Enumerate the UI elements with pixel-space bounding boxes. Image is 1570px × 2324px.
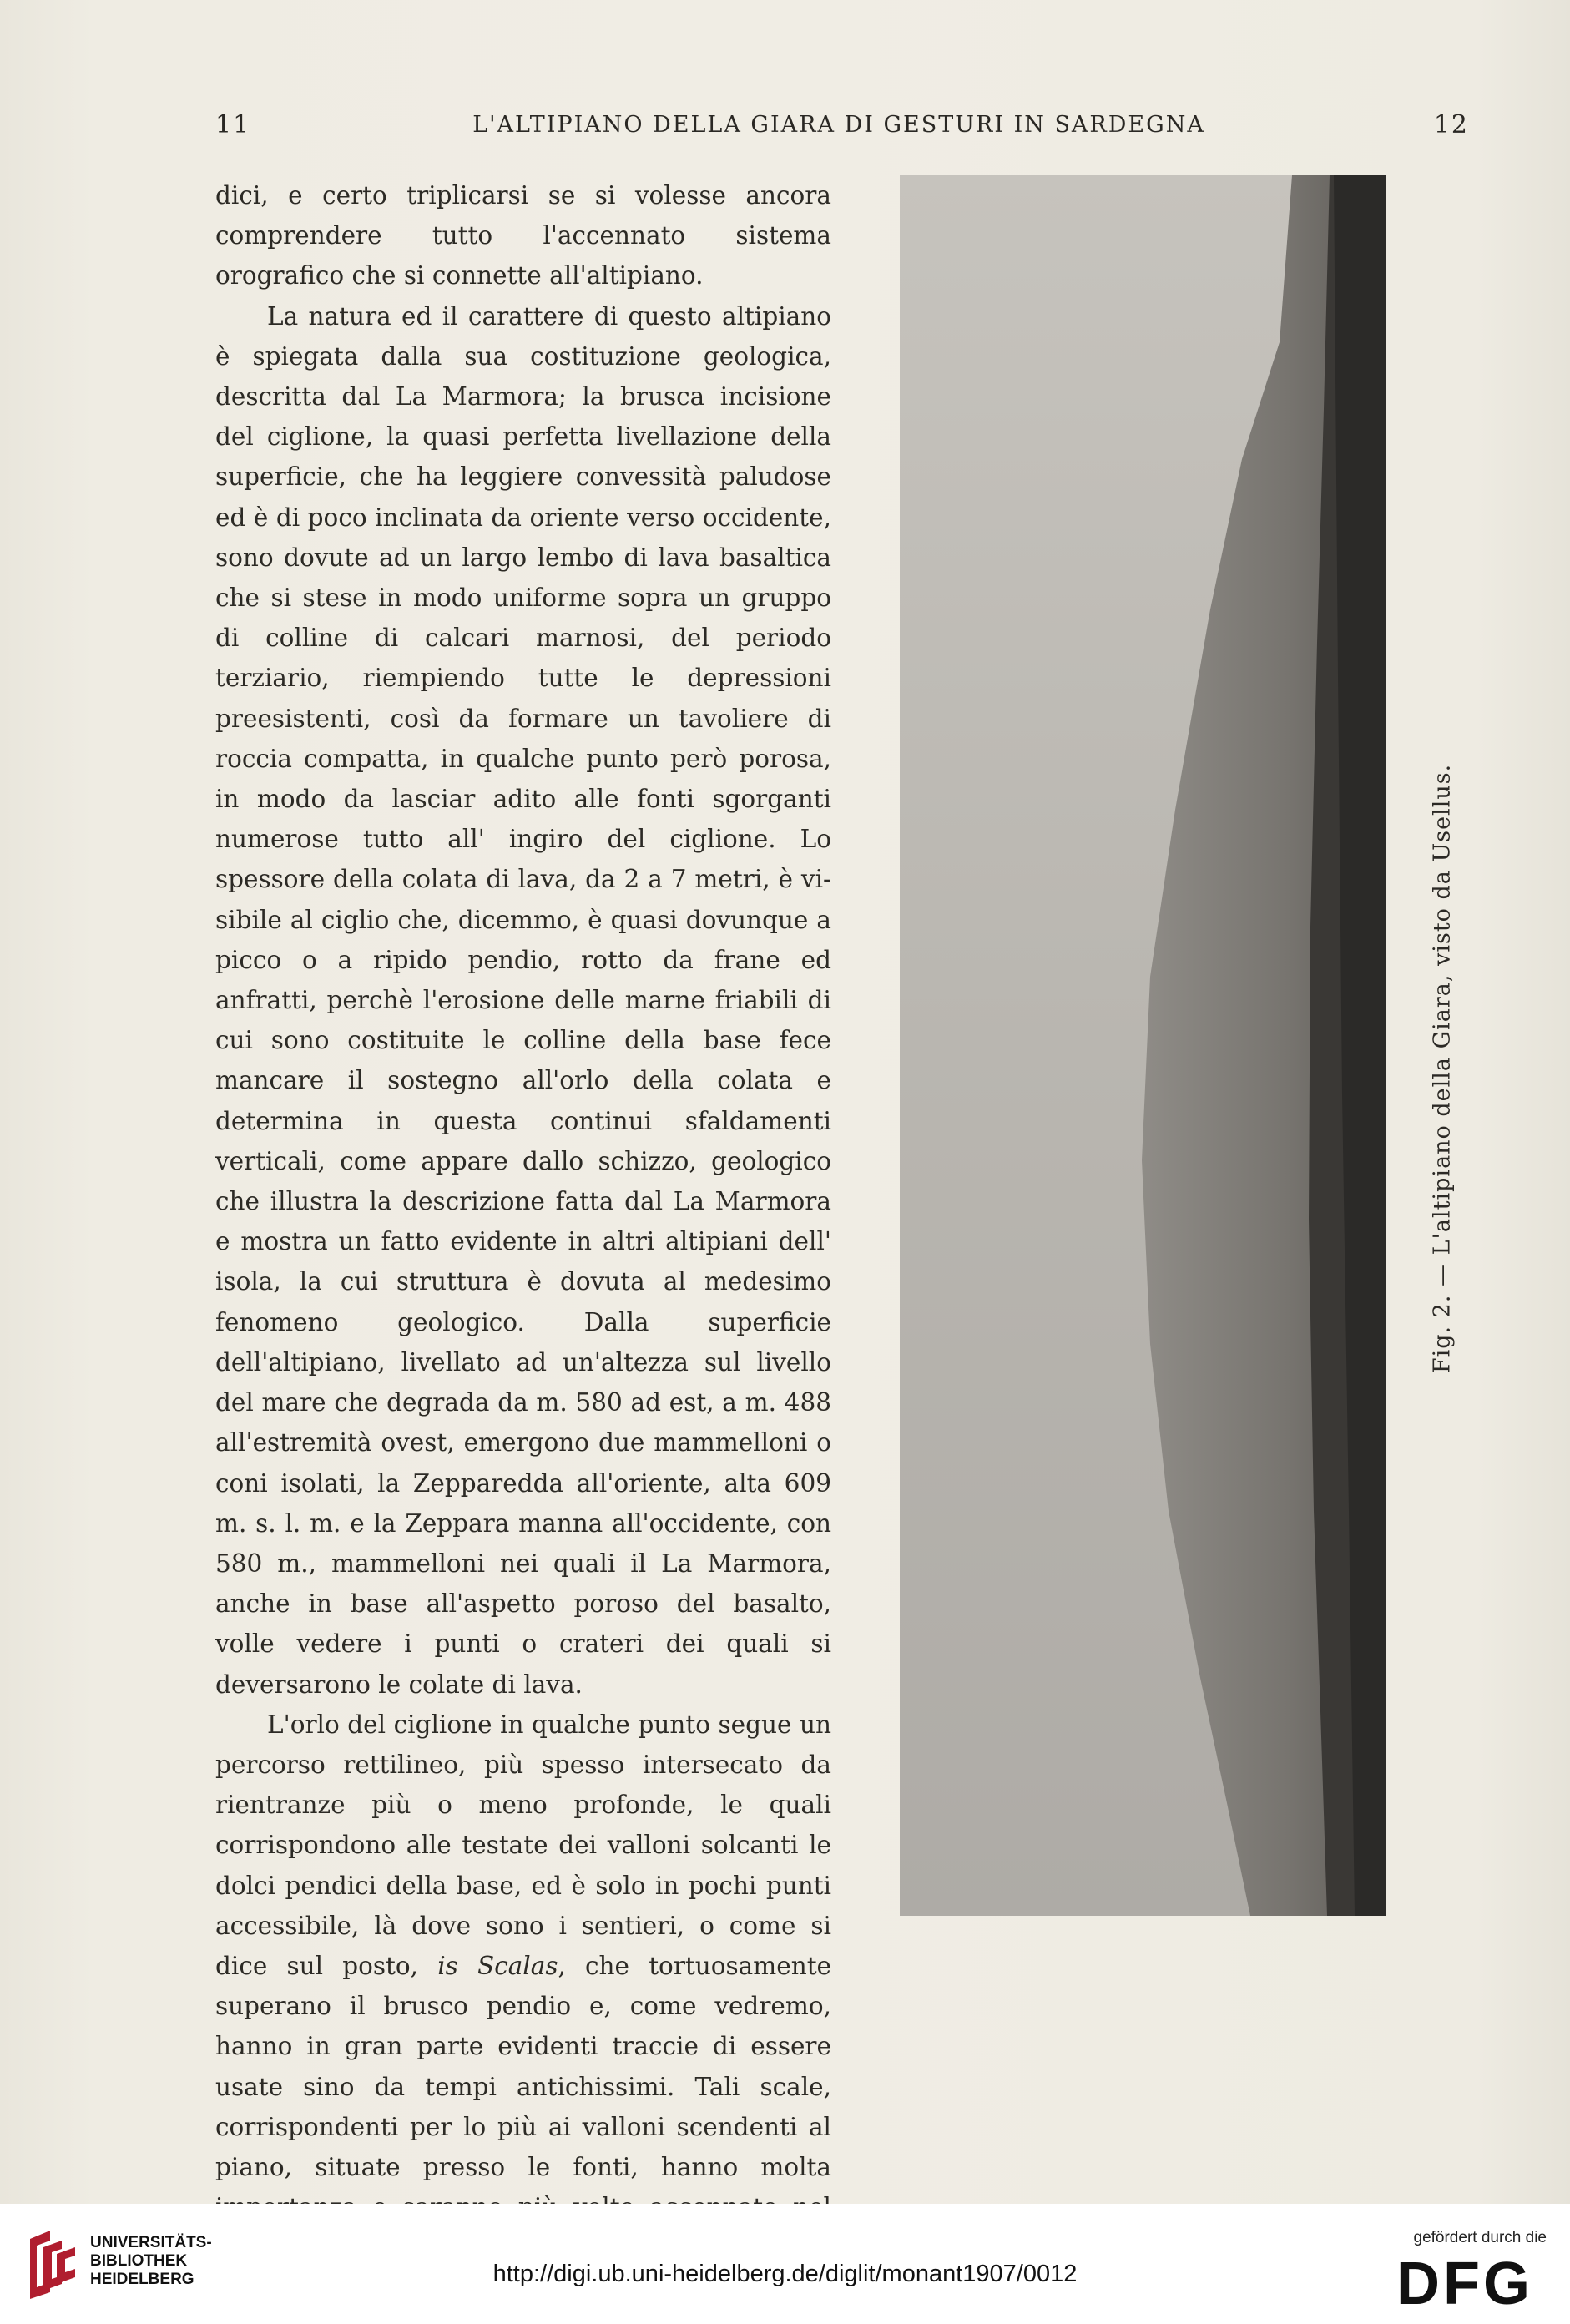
running-head: [209, 110, 1469, 149]
figure-caption-text: Fig. 2. — L'altipiano della Giara, visto da Usellus.: [1429, 763, 1456, 1374]
paragraph-3-text-b: , che tortuosamente superano il brusco pendio e, come vedremo, hanno in gran parte evidenti traccie di essere usate sino da tempi antichissimi. Tali scale, corrispondenti per lo più ai valloni scendenti al piano, situate presso le fonti, hanno molta: [215, 1951, 832, 2181]
running-title: L'ALTIPIANO DELLA GIARA DI GESTURI IN SARDEGNA: [472, 112, 1205, 138]
figure-photograph: [900, 175, 1386, 1916]
library-name-line-3: HEIDELBERG: [90, 2271, 194, 2288]
paragraph-3-italic-term: is Scalas: [437, 1951, 558, 1980]
paragraph-3-text-a: L'orlo del ciglione in qualche punto segue un percorso rettilineo, più spesso intersecato da rientranze più o meno profonde, le quali corrispondono alle testate dei valloni solcanti le dolci pendici della base, ed è solo in pochi punti accessibile, là dove sono i sentieri, o come si dice sul posto,: [215, 1710, 831, 1980]
footer-bar: [0, 2204, 1570, 2324]
dfg-logo-icon: [1396, 2252, 1547, 2311]
landscape-photo-illustration: [900, 175, 1386, 1916]
figure-caption: [1417, 763, 1467, 1374]
page-number-right: 12: [1433, 110, 1469, 139]
paragraph-3: [215, 1705, 831, 2268]
body-text: [215, 175, 831, 2268]
permalink-url[interactable]: http://digi.ub.uni-heidelberg.de/diglit/monant1907/0012: [492, 2261, 1078, 2287]
library-name-line-1: UNIVERSITÄTS-: [90, 2234, 212, 2251]
page-number-left: 11: [215, 110, 251, 139]
dfg-logo-text: DFG: [1396, 2252, 1533, 2311]
paragraph-1: dici, e certo triplicarsi se si volesse ancora comprendere tutto l'accennato sistema orografico che si connette all'altipiano.: [215, 181, 831, 290]
library-name-line-2: BIBLIOTHEK: [90, 2252, 188, 2270]
funding-note: gefördert durch die: [1413, 2229, 1547, 2246]
paragraph-2: La natura ed il carattere di questo altipiano è spiegata dalla sua costituzione geologica, descritta dal La Marmora; la brusca incisione del ciglione, la quasi perfetta livellazione della superficie, che ha leggiere convessità paludose ed è di poco inclinata da oriente verso occidente, sono dovute ad un largo lembo di lava basaltica che si stese in modo uniforme sopra un gruppo di colline di calcari marnosi, del periodo terziario, riempiendo tutte le depressioni preesistenti, così da formare un tavoliere di roccia compatta, in qualche punto però porosa, in modo da lasciar adito alle fonti sgorganti numerose tutto all' ingiro del ciglione. Lo spessore della colata di lava, da 2 a 7 metri, è visibile al ciglio che, dicemmo, è quasi dovunque a picco o a ripido pendio, rotto da frane ed anfratti, perchè l'erosione delle marne friabili di cui sono costituite le colline della base fece mancare il sostegno all'orlo della colata e determina in questa continui sfaldamenti verticali, come appare dallo schizzo, geologico che illustra la descrizione fatta dal La Marmora e mostra un fatto evidente in altri altipiani dell' isola, la cui struttura è dovuta al medesimo fenomeno geologico. Dalla superficie dell'altipiano, livellato ad un'altezza sul livello del mare che degrada da m. 580 ad est, a m. 488 all'estremità ovest, emergono due mammelloni o coni isolati, la Zepparedda all'oriente, alta 609 m. s. l. m. e la Zeppara manna all'occidente, con 580 m., mammelloni nei quali il La Marmora, anche in base all'aspetto poroso del basalto, volle vedere i punti o crateri dei quali si deversarono le colate di lava.: [215, 301, 831, 1699]
